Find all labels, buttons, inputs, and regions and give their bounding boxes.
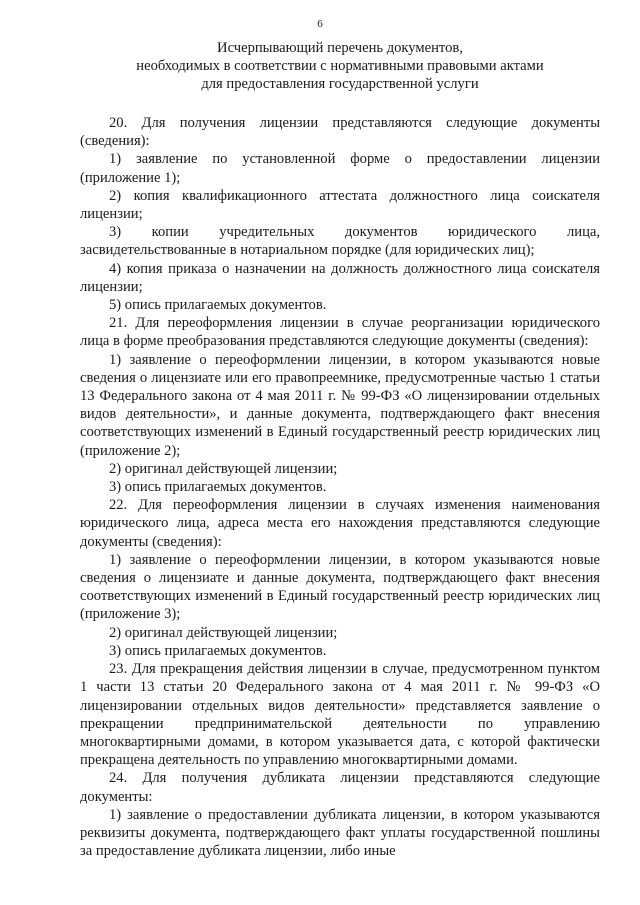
list-item-22-2: 2) оригинал действующей лицензии;: [109, 624, 338, 641]
page-number: 6: [317, 18, 323, 30]
list-item-20-1: 1) заявление по установленной форме о предоставлении лицензии (приложение 1);: [80, 151, 600, 186]
document-body: [80, 114, 600, 860]
paragraph-21: 21. Для переоформления лицензии в случае реорганизации юридического лица в форме преобразования представляются следующие документы (сведения):: [80, 315, 600, 350]
paragraph-24: 24. Для получения дубликата лицензии представляются следующие документы:: [80, 770, 600, 805]
paragraph-20: 20. Для получения лицензии представляются следующие документы (сведения):: [80, 115, 600, 150]
section-title: [80, 39, 600, 94]
title-line-3: для предоставления государственной услуги: [201, 76, 479, 93]
paragraph-23: 23. Для прекращения действия лицензии в случае, предусмотренном пунктом 1 части 13 статьи 20 Федерального закона от 4 мая 2011 г. № 99-ФЗ «О лицензировании отдельных видов деятельности» представляется заявление о прекращении предпринимательской деятельности по управлению многоквартирными домами, в котором указывается дата, с которой фактически прекращена деятельность по управлению многоквартирными домами.: [80, 661, 600, 769]
list-item-22-1: 1) заявление о переоформлении лицензии, в котором указываются новые сведения о лицензиате и данные документа, подтверждающего факт внесения соответствующих изменений в Единый государственный реестр юридических лиц (приложение 3);: [80, 551, 600, 623]
paragraph-22: 22. Для переоформления лицензии в случаях изменения наименования юридического лица, адреса места его нахождения представляются следующие документы (сведения):: [80, 497, 600, 550]
list-item-20-5: 5) опись прилагаемых документов.: [109, 297, 327, 314]
list-item-24-1: 1) заявление о предоставлении дубликата лицензии, в котором указываются реквизиты документа, подтверждающего факт уплаты государственной пошлины за предоставление дубликата лицензии, либо иные: [80, 806, 600, 860]
list-item-21-2: 2) оригинал действующей лицензии;: [109, 460, 338, 477]
title-line-2: необходимых в соответствии с нормативными правовыми актами: [136, 58, 544, 75]
list-item-20-3: 3) копии учредительных документов юридического лица, засвидетельствованные в нотариальном порядке (для юридических лиц);: [80, 224, 600, 259]
list-item-21-3: 3) опись прилагаемых документов.: [109, 479, 327, 496]
list-item-21-1: 1) заявление о переоформлении лицензии, в котором указываются новые сведения о лицензиате или его правопреемнике, предусмотренные частью 1 статьи 13 Федерального закона от 4 мая 2011 г. № 99-ФЗ «О лицензировании отдельных видов деятельности», и данные документа, подтверждающего факт внесения соответствующих изменений в Единый государственный реестр юридических лиц (приложение 2);: [80, 351, 600, 459]
title-line-1: Исчерпывающий перечень документов,: [217, 40, 463, 56]
list-item-20-4: 4) копия приказа о назначении на должность должностного лица соискателя лицензии;: [80, 260, 600, 295]
list-item-22-3: 3) опись прилагаемых документов.: [109, 642, 327, 659]
list-item-20-2: 2) копия квалификационного аттестата должностного лица соискателя лицензии;: [80, 187, 600, 223]
